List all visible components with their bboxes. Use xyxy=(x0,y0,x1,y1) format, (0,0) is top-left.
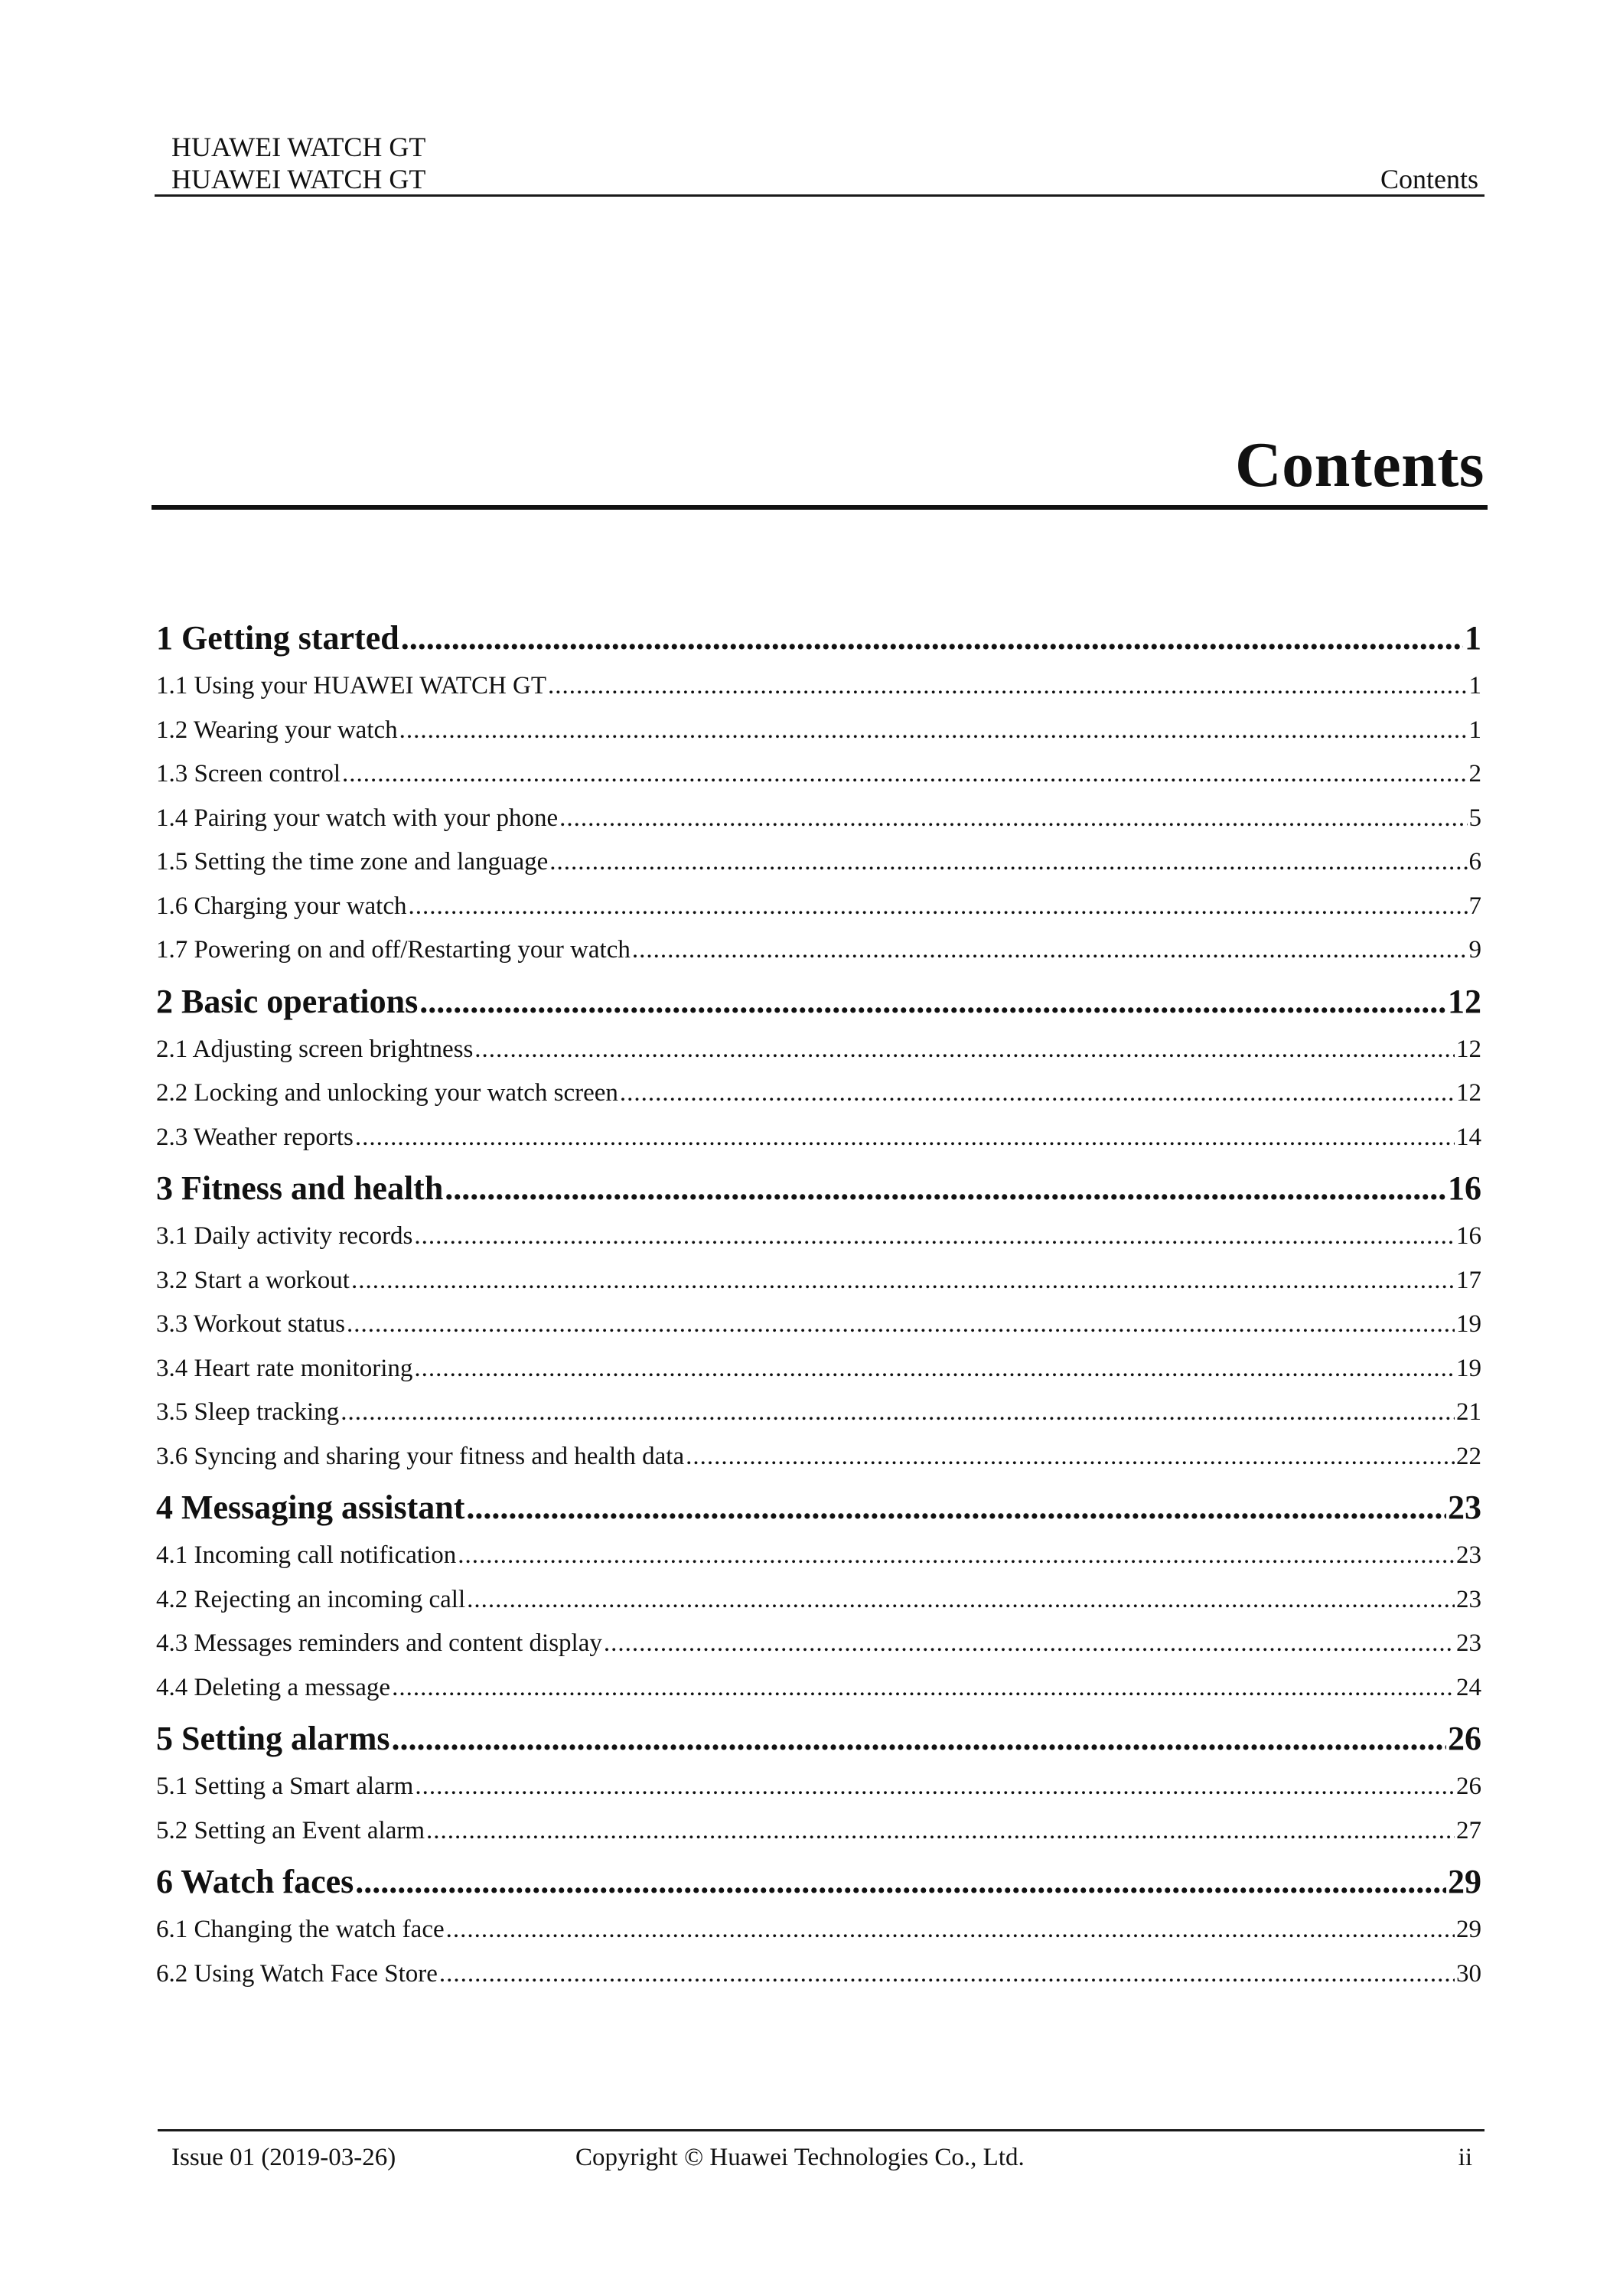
toc-page-number: 16 xyxy=(1456,1222,1481,1250)
title-divider xyxy=(152,505,1488,510)
toc-page-number: 9 xyxy=(1468,936,1481,964)
toc-dot-leader xyxy=(549,840,1467,885)
toc-page-number: 17 xyxy=(1456,1266,1481,1294)
toc-chapter-title: 1 Getting started xyxy=(156,619,399,657)
toc-section-title: 3.6 Syncing and sharing your fitness and health data xyxy=(156,1442,685,1470)
toc-dot-leader xyxy=(409,885,1468,929)
toc-page-number: 12 xyxy=(1456,1079,1481,1107)
toc-section-entry[interactable] xyxy=(156,797,1481,841)
toc-section-title: 2.3 Weather reports xyxy=(156,1123,354,1151)
toc-section-entry[interactable] xyxy=(156,840,1481,885)
toc-section-entry[interactable] xyxy=(156,1303,1481,1347)
toc-dot-leader xyxy=(446,1908,1455,1952)
toc-dot-leader xyxy=(355,1116,1455,1160)
toc-dot-leader xyxy=(347,1303,1455,1347)
footer-issue: Issue 01 (2019-03-26) xyxy=(171,2144,396,2171)
toc-page-number: 5 xyxy=(1468,804,1481,832)
toc-dot-leader xyxy=(548,664,1467,709)
toc-page-number: 23 xyxy=(1448,1489,1481,1526)
toc-section-entry[interactable] xyxy=(156,1809,1481,1854)
toc-dot-leader xyxy=(414,1347,1455,1391)
toc-page-number: 16 xyxy=(1448,1169,1481,1207)
toc-page-number: 1 xyxy=(1465,619,1481,657)
toc-page-number: 1 xyxy=(1468,716,1481,744)
toc-page-number: 19 xyxy=(1456,1310,1481,1338)
toc-section-entry[interactable] xyxy=(156,1259,1481,1303)
toc-dot-leader xyxy=(474,1028,1455,1072)
toc-chapter-title: 5 Setting alarms xyxy=(156,1720,390,1757)
toc-dot-leader xyxy=(392,1717,1446,1760)
toc-page-number: 23 xyxy=(1456,1585,1481,1613)
toc-dot-leader xyxy=(426,1809,1455,1854)
toc-page-number: 23 xyxy=(1456,1541,1481,1569)
toc-chapter-entry[interactable] xyxy=(156,1717,1481,1760)
page-footer xyxy=(158,2129,1484,2177)
toc-page-number: 6 xyxy=(1468,848,1481,876)
toc-section-entry[interactable] xyxy=(156,1534,1481,1578)
toc-dot-leader xyxy=(466,1486,1446,1529)
toc-section-title: 5.2 Setting an Event alarm xyxy=(156,1816,425,1844)
toc-section-title: 1.2 Wearing your watch xyxy=(156,716,398,744)
toc-section-entry[interactable] xyxy=(156,1908,1481,1952)
toc-chapter-entry[interactable] xyxy=(156,1486,1481,1529)
toc-section-title: 4.4 Deleting a message xyxy=(156,1673,391,1701)
toc-section-title: 1.3 Screen control xyxy=(156,760,341,788)
table-of-contents xyxy=(156,617,1481,1996)
toc-section-entry[interactable] xyxy=(156,1116,1481,1160)
toc-section-entry[interactable] xyxy=(156,885,1481,929)
toc-dot-leader xyxy=(458,1534,1455,1578)
toc-dot-leader xyxy=(351,1259,1455,1303)
footer-copyright: Copyright © Huawei Technologies Co., Ltd. xyxy=(575,2144,1025,2171)
toc-dot-leader xyxy=(401,617,1463,660)
toc-section-title: 4.1 Incoming call notification xyxy=(156,1541,457,1569)
toc-page-number: 24 xyxy=(1456,1673,1481,1701)
toc-section-title: 3.4 Heart rate monitoring xyxy=(156,1354,413,1382)
toc-dot-leader xyxy=(399,709,1468,753)
toc-section-title: 4.3 Messages reminders and content display xyxy=(156,1629,602,1657)
toc-section-entry[interactable] xyxy=(156,1435,1481,1479)
toc-dot-leader xyxy=(604,1622,1455,1666)
toc-chapter-entry[interactable] xyxy=(156,617,1481,660)
toc-section-entry[interactable] xyxy=(156,1666,1481,1711)
page-title: Contents xyxy=(1234,429,1484,501)
toc-dot-leader xyxy=(392,1666,1455,1711)
toc-page-number: 27 xyxy=(1456,1816,1481,1844)
toc-page-number: 12 xyxy=(1456,1035,1481,1063)
toc-section-entry[interactable] xyxy=(156,1765,1481,1809)
toc-page-number: 2 xyxy=(1468,760,1481,788)
toc-section-entry[interactable] xyxy=(156,1215,1481,1259)
toc-section-title: 2.1 Adjusting screen brightness xyxy=(156,1035,474,1063)
toc-page-number: 30 xyxy=(1456,1959,1481,1988)
toc-page-number: 26 xyxy=(1456,1773,1481,1800)
toc-page-number: 29 xyxy=(1448,1863,1481,1900)
toc-dot-leader xyxy=(559,797,1467,841)
toc-page-number: 1 xyxy=(1468,672,1481,700)
toc-dot-leader xyxy=(415,1765,1455,1809)
toc-chapter-title: 3 Fitness and health xyxy=(156,1169,444,1207)
toc-chapter-title: 4 Messaging assistant xyxy=(156,1489,465,1526)
toc-page-number: 21 xyxy=(1456,1398,1481,1426)
toc-dot-leader xyxy=(632,928,1468,973)
toc-section-title: 1.6 Charging your watch xyxy=(156,892,407,920)
toc-page-number: 12 xyxy=(1448,982,1481,1020)
toc-page-number: 29 xyxy=(1456,1916,1481,1943)
toc-dot-leader xyxy=(439,1952,1455,1997)
toc-section-entry[interactable] xyxy=(156,1622,1481,1666)
toc-section-title: 1.1 Using your HUAWEI WATCH GT xyxy=(156,672,547,700)
header-product-line-2: HUAWEI WATCH GT xyxy=(171,164,426,194)
toc-dot-leader xyxy=(342,752,1467,797)
toc-chapter-entry[interactable] xyxy=(156,1861,1481,1903)
toc-section-entry[interactable] xyxy=(156,752,1481,797)
toc-section-entry[interactable] xyxy=(156,1347,1481,1391)
toc-section-title: 5.1 Setting a Smart alarm xyxy=(156,1773,414,1800)
toc-dot-leader xyxy=(467,1578,1455,1623)
toc-chapter-entry[interactable] xyxy=(156,980,1481,1023)
toc-section-entry[interactable] xyxy=(156,1028,1481,1072)
toc-page-number: 23 xyxy=(1456,1629,1481,1657)
header-section-name: Contents xyxy=(1380,164,1478,194)
toc-chapter-title: 2 Basic operations xyxy=(156,982,419,1020)
toc-section-title: 3.5 Sleep tracking xyxy=(156,1398,340,1426)
toc-page-number: 22 xyxy=(1456,1442,1481,1470)
toc-section-title: 2.2 Locking and unlocking your watch screen xyxy=(156,1079,618,1107)
toc-dot-leader xyxy=(620,1071,1455,1116)
toc-section-entry[interactable] xyxy=(156,1952,1481,1997)
toc-section-title: 1.7 Powering on and off/Restarting your watch xyxy=(156,936,631,964)
header-product-line-1: HUAWEI WATCH GT xyxy=(171,132,426,162)
toc-chapter-entry[interactable] xyxy=(156,1167,1481,1210)
toc-section-title: 6.1 Changing the watch face xyxy=(156,1916,445,1943)
toc-dot-leader xyxy=(414,1215,1455,1259)
toc-section-entry[interactable] xyxy=(156,928,1481,973)
toc-section-title: 6.2 Using Watch Face Store xyxy=(156,1959,438,1988)
toc-page-number: 7 xyxy=(1468,892,1481,920)
toc-section-entry[interactable] xyxy=(156,664,1481,709)
toc-dot-leader xyxy=(445,1167,1446,1210)
toc-page-number: 26 xyxy=(1448,1720,1481,1757)
toc-section-entry[interactable] xyxy=(156,1391,1481,1435)
toc-section-title: 3.2 Start a workout xyxy=(156,1266,350,1294)
toc-section-entry[interactable] xyxy=(156,1578,1481,1623)
toc-page-number: 14 xyxy=(1456,1123,1481,1151)
toc-dot-leader xyxy=(355,1861,1446,1903)
toc-dot-leader xyxy=(341,1391,1455,1435)
toc-chapter-title: 6 Watch faces xyxy=(156,1863,354,1900)
toc-section-title: 3.3 Workout status xyxy=(156,1310,345,1338)
toc-dot-leader xyxy=(419,980,1446,1023)
toc-section-title: 1.5 Setting the time zone and language xyxy=(156,848,549,876)
toc-section-title: 1.4 Pairing your watch with your phone xyxy=(156,804,559,832)
toc-dot-leader xyxy=(686,1435,1455,1479)
page-header xyxy=(155,129,1484,197)
toc-section-entry[interactable] xyxy=(156,1071,1481,1116)
toc-section-title: 4.2 Rejecting an incoming call xyxy=(156,1585,466,1613)
toc-section-entry[interactable] xyxy=(156,709,1481,753)
toc-page-number: 19 xyxy=(1456,1354,1481,1382)
footer-page-number: ii xyxy=(1458,2144,1472,2171)
toc-section-title: 3.1 Daily activity records xyxy=(156,1222,413,1250)
